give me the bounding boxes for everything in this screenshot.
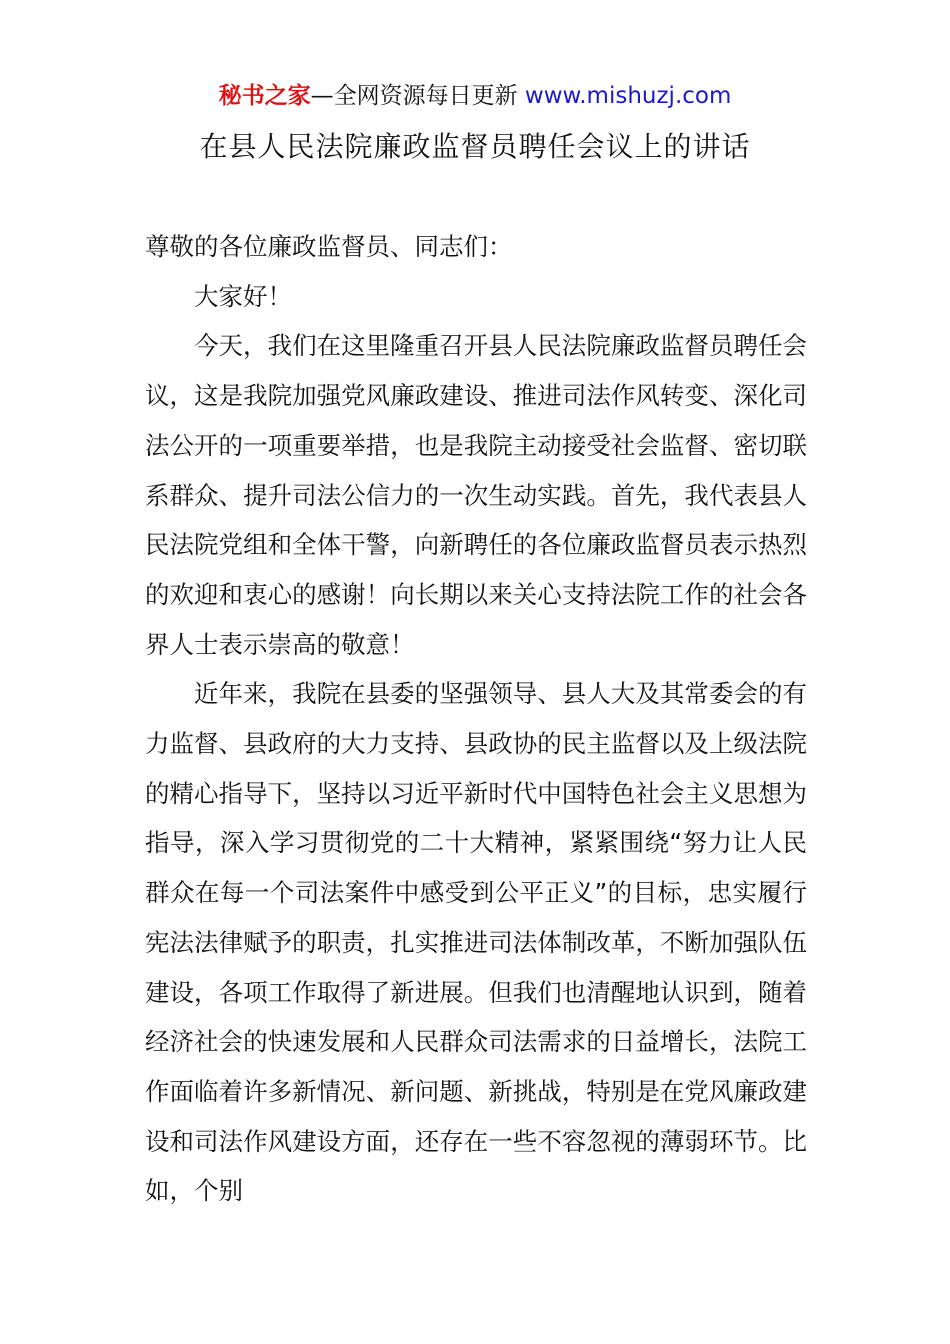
document-title: 在县人民法院廉政监督员聘任会议上的讲话 xyxy=(199,130,751,163)
site-header xyxy=(0,80,950,112)
document-body xyxy=(145,222,807,1216)
greeting: 大家好！ xyxy=(194,281,292,311)
site-url-link[interactable]: www.mishuzj.com xyxy=(524,83,732,109)
paragraph: 今天，我们在这里隆重召开县人民法院廉政监督员聘任会议，这是我院加强党风廉政建设、推进司法作风转变、深化司法公开的一项重要举措，也是我院主动接受社会监督、密切联系群众、提升司法公信力的一次生动实践。首先，我代表县人民法院党组和全体干警，向新聘任的各位廉政监督员表示热烈的欢迎和衷心的感谢！向长期以来关心支持法院工作的社会各界人士表示崇高的敬意！ xyxy=(145,331,807,659)
header-tagline: —全网资源每日更新 xyxy=(310,83,518,109)
brand-name: 秘书之家 xyxy=(218,83,311,109)
salutation: 尊敬的各位廉政监督员、同志们： xyxy=(145,232,513,261)
paragraph: 近年来，我院在县委的坚强领导、县人大及其常委会的有力监督、县政府的大力支持、县政协的民主监督以及上级法院的精心指导下，坚持以习近平新时代中国特色社会主义思想为指导，深入学习贯彻党的二十大精神，紧紧围绕“努力让人民群众在每一个司法案件中感受到公平正义”的目标，忠实履行宪法法律赋予的职责，扎实推进司法体制改革，不断加强队伍建设，各项工作取得了新进展。但我们也清醒地认识到，随着经济社会的快速发展和人民群众司法需求的日益增长，法院工作面临着许多新情况、新问题、新挑战，特别是在党风廉政建设和司法作风建设方面，还存在一些不容忽视的薄弱环节。比如，个别 xyxy=(145,679,807,1206)
